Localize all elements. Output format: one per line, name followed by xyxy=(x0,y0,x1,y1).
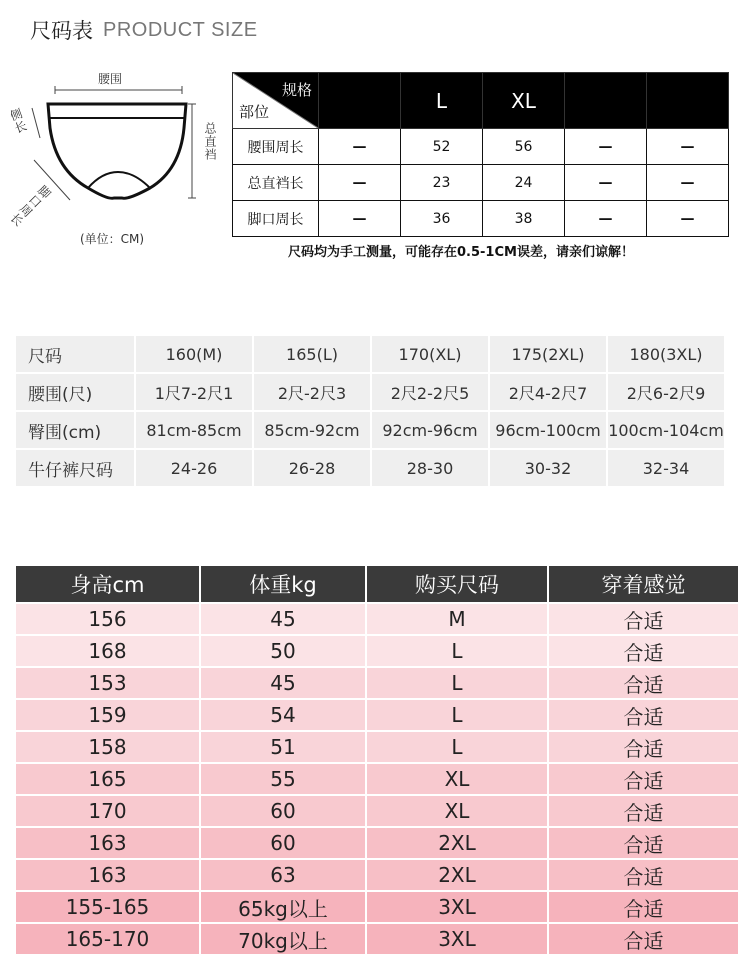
size-header xyxy=(647,73,729,129)
table-row xyxy=(16,668,738,698)
leg-label: 脚口周长 xyxy=(6,182,54,229)
feel-cell: 合适 xyxy=(549,892,738,922)
height-cell: 165-170 xyxy=(16,924,199,954)
cell: — xyxy=(319,129,401,165)
row-label: 腰围(尺) xyxy=(16,374,134,410)
size-table-header xyxy=(233,73,729,129)
feel-cell: 合适 xyxy=(549,604,738,634)
feel-cell: 合适 xyxy=(549,636,738,666)
cell: 32-34 xyxy=(608,450,724,486)
height-cell: 159 xyxy=(16,700,199,730)
size-cell: M xyxy=(367,604,547,634)
cell: 2尺4-2尺7 xyxy=(490,374,606,410)
table-row xyxy=(16,374,724,410)
cell: 23 xyxy=(401,165,483,201)
cell: 165(L) xyxy=(254,336,370,372)
feel-cell: 合适 xyxy=(549,860,738,890)
header-size: 购买尺码 xyxy=(367,566,547,602)
measurement-diagram xyxy=(6,60,230,260)
feel-cell: 合适 xyxy=(549,796,738,826)
weight-cell: 63 xyxy=(201,860,365,890)
row-label: 臀围(cm) xyxy=(16,412,134,448)
title-en: PRODUCT SIZE xyxy=(103,18,258,41)
weight-cell: 70kg以上 xyxy=(201,924,365,954)
feel-cell: 合适 xyxy=(549,924,738,954)
table-row xyxy=(16,764,738,794)
row-label: 尺码 xyxy=(16,336,134,372)
table-row xyxy=(233,129,729,165)
size-cell: L xyxy=(367,636,547,666)
weight-cell: 45 xyxy=(201,604,365,634)
cell: — xyxy=(319,165,401,201)
conversion-table xyxy=(14,334,726,488)
measurement-note: 尺码均为手工测量，可能存在0.5-1CM误差，请亲们谅解！ xyxy=(288,245,634,260)
size-cell: L xyxy=(367,668,547,698)
cell: 30-32 xyxy=(490,450,606,486)
cell: — xyxy=(565,129,647,165)
size-table xyxy=(232,72,729,237)
page-header xyxy=(30,14,258,46)
table-row xyxy=(16,412,724,448)
height-cell: 155-165 xyxy=(16,892,199,922)
cell: 2尺-2尺3 xyxy=(254,374,370,410)
cell: — xyxy=(647,201,729,237)
height-cell: 170 xyxy=(16,796,199,826)
corner-cell xyxy=(233,73,319,129)
corner-part: 部位 xyxy=(239,103,270,121)
cell: 24 xyxy=(483,165,565,201)
cell: 100cm-104cm xyxy=(608,412,724,448)
size-cell: 2XL xyxy=(367,828,547,858)
cell: — xyxy=(647,129,729,165)
table-row xyxy=(233,165,729,201)
weight-cell: 60 xyxy=(201,796,365,826)
table-row xyxy=(16,828,738,858)
cell: 180(3XL) xyxy=(608,336,724,372)
feel-cell: 合适 xyxy=(549,828,738,858)
table-row xyxy=(16,604,738,634)
size-cell: 2XL xyxy=(367,860,547,890)
size-cell: 3XL xyxy=(367,924,547,954)
cell: 160(M) xyxy=(136,336,252,372)
feel-cell: 合适 xyxy=(549,668,738,698)
weight-cell: 54 xyxy=(201,700,365,730)
cell: 1尺7-2尺1 xyxy=(136,374,252,410)
row-label: 脚口周长 xyxy=(233,201,319,237)
cell: 170(XL) xyxy=(372,336,488,372)
row-label: 牛仔裤尺码 xyxy=(16,450,134,486)
weight-cell: 60 xyxy=(201,828,365,858)
cell: 24-26 xyxy=(136,450,252,486)
table-row xyxy=(16,336,724,372)
table-row xyxy=(233,201,729,237)
cell: 38 xyxy=(483,201,565,237)
cell: 2尺2-2尺5 xyxy=(372,374,488,410)
height-cell: 165 xyxy=(16,764,199,794)
feel-cell: 合适 xyxy=(549,700,738,730)
feel-cell: 合适 xyxy=(549,764,738,794)
table-row xyxy=(16,924,738,954)
fit-table-header xyxy=(16,566,738,602)
cell: — xyxy=(647,165,729,201)
cell: 26-28 xyxy=(254,450,370,486)
size-cell: XL xyxy=(367,796,547,826)
height-cell: 158 xyxy=(16,732,199,762)
table-row xyxy=(16,892,738,922)
size-cell: XL xyxy=(367,764,547,794)
size-header xyxy=(565,73,647,129)
header-height: 身高cm xyxy=(16,566,199,602)
rise-label: 总直裆 xyxy=(203,122,217,161)
cell: 52 xyxy=(401,129,483,165)
height-cell: 153 xyxy=(16,668,199,698)
table-row xyxy=(16,636,738,666)
table-row xyxy=(16,732,738,762)
fit-table xyxy=(14,564,740,956)
title-cn: 尺码表 xyxy=(30,19,93,43)
size-header: L xyxy=(401,73,483,129)
cell: 28-30 xyxy=(372,450,488,486)
unit-label: (单位：CM) xyxy=(80,232,145,246)
size-cell: L xyxy=(367,732,547,762)
cell: 2尺6-2尺9 xyxy=(608,374,724,410)
cell: 81cm-85cm xyxy=(136,412,252,448)
weight-cell: 55 xyxy=(201,764,365,794)
cell: 56 xyxy=(483,129,565,165)
weight-cell: 51 xyxy=(201,732,365,762)
height-cell: 163 xyxy=(16,860,199,890)
corner-spec: 规格 xyxy=(281,81,312,99)
weight-cell: 65kg以上 xyxy=(201,892,365,922)
height-cell: 156 xyxy=(16,604,199,634)
size-header: XL xyxy=(483,73,565,129)
cell: 96cm-100cm xyxy=(490,412,606,448)
fit-table-body xyxy=(16,604,738,954)
cell: — xyxy=(565,201,647,237)
side-label: 侧长 xyxy=(7,106,30,136)
header-feel: 穿着感觉 xyxy=(549,566,738,602)
cell: 175(2XL) xyxy=(490,336,606,372)
row-label: 腰围周长 xyxy=(233,129,319,165)
weight-cell: 45 xyxy=(201,668,365,698)
row-label: 总直裆长 xyxy=(233,165,319,201)
weight-cell: 50 xyxy=(201,636,365,666)
size-cell: L xyxy=(367,700,547,730)
size-cell: 3XL xyxy=(367,892,547,922)
table-row xyxy=(16,450,724,486)
table-row xyxy=(16,700,738,730)
cell: 85cm-92cm xyxy=(254,412,370,448)
cell: — xyxy=(565,165,647,201)
table-row xyxy=(16,860,738,890)
cell: — xyxy=(319,201,401,237)
table-row xyxy=(16,796,738,826)
height-cell: 163 xyxy=(16,828,199,858)
height-cell: 168 xyxy=(16,636,199,666)
cell: 92cm-96cm xyxy=(372,412,488,448)
waist-label: 腰围 xyxy=(98,72,123,86)
header-weight: 体重kg xyxy=(201,566,365,602)
feel-cell: 合适 xyxy=(549,732,738,762)
cell: 36 xyxy=(401,201,483,237)
size-header xyxy=(319,73,401,129)
